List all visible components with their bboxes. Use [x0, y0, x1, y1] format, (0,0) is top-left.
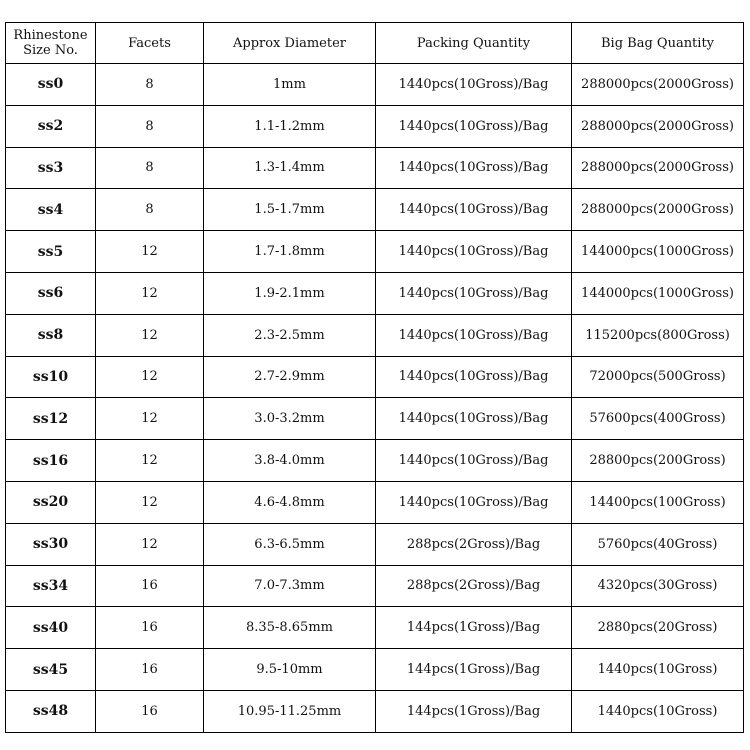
cell-big-bag-quantity: 288000pcs(2000Gross) [572, 147, 744, 189]
cell-packing-quantity: 1440pcs(10Gross)/Bag [376, 189, 572, 231]
table-row [6, 607, 744, 649]
cell-size-no: ss4 [6, 189, 96, 231]
header-approx-diameter: Approx Diameter [204, 23, 376, 64]
table-row [6, 398, 744, 440]
cell-approx-diameter: 2.3-2.5mm [204, 314, 376, 356]
cell-big-bag-quantity: 14400pcs(100Gross) [572, 481, 744, 523]
cell-packing-quantity: 288pcs(2Gross)/Bag [376, 523, 572, 565]
cell-facets: 8 [96, 147, 204, 189]
cell-approx-diameter: 7.0-7.3mm [204, 565, 376, 607]
cell-big-bag-quantity: 288000pcs(2000Gross) [572, 64, 744, 106]
cell-packing-quantity: 1440pcs(10Gross)/Bag [376, 147, 572, 189]
header-facets: Facets [96, 23, 204, 64]
cell-packing-quantity: 1440pcs(10Gross)/Bag [376, 356, 572, 398]
table-row [6, 147, 744, 189]
cell-big-bag-quantity: 288000pcs(2000Gross) [572, 189, 744, 231]
cell-big-bag-quantity: 144000pcs(1000Gross) [572, 231, 744, 273]
cell-size-no: ss0 [6, 64, 96, 106]
cell-packing-quantity: 1440pcs(10Gross)/Bag [376, 231, 572, 273]
cell-facets: 8 [96, 189, 204, 231]
cell-big-bag-quantity: 4320pcs(30Gross) [572, 565, 744, 607]
cell-size-no: ss34 [6, 565, 96, 607]
cell-approx-diameter: 1.9-2.1mm [204, 272, 376, 314]
rhinestone-size-table [5, 22, 744, 733]
table-row [6, 189, 744, 231]
cell-packing-quantity: 1440pcs(10Gross)/Bag [376, 440, 572, 482]
cell-facets: 12 [96, 481, 204, 523]
table-row [6, 649, 744, 691]
cell-facets: 12 [96, 356, 204, 398]
cell-size-no: ss2 [6, 105, 96, 147]
table-row [6, 481, 744, 523]
header-size-no: Rhinestone Size No. [6, 23, 96, 64]
table-body [6, 64, 744, 733]
cell-approx-diameter: 3.0-3.2mm [204, 398, 376, 440]
cell-big-bag-quantity: 1440pcs(10Gross) [572, 690, 744, 732]
cell-packing-quantity: 144pcs(1Gross)/Bag [376, 649, 572, 691]
cell-packing-quantity: 1440pcs(10Gross)/Bag [376, 314, 572, 356]
cell-facets: 16 [96, 607, 204, 649]
cell-big-bag-quantity: 1440pcs(10Gross) [572, 649, 744, 691]
cell-packing-quantity: 1440pcs(10Gross)/Bag [376, 481, 572, 523]
table-row [6, 314, 744, 356]
cell-facets: 8 [96, 64, 204, 106]
cell-size-no: ss3 [6, 147, 96, 189]
cell-facets: 16 [96, 565, 204, 607]
cell-size-no: ss20 [6, 481, 96, 523]
cell-facets: 8 [96, 105, 204, 147]
cell-big-bag-quantity: 144000pcs(1000Gross) [572, 272, 744, 314]
cell-approx-diameter: 1.3-1.4mm [204, 147, 376, 189]
table-row [6, 105, 744, 147]
cell-approx-diameter: 1.5-1.7mm [204, 189, 376, 231]
cell-approx-diameter: 8.35-8.65mm [204, 607, 376, 649]
table-row [6, 440, 744, 482]
cell-approx-diameter: 4.6-4.8mm [204, 481, 376, 523]
cell-size-no: ss16 [6, 440, 96, 482]
cell-size-no: ss40 [6, 607, 96, 649]
table-row [6, 64, 744, 106]
cell-facets: 12 [96, 272, 204, 314]
cell-big-bag-quantity: 57600pcs(400Gross) [572, 398, 744, 440]
cell-approx-diameter: 1mm [204, 64, 376, 106]
table-row [6, 272, 744, 314]
cell-big-bag-quantity: 288000pcs(2000Gross) [572, 105, 744, 147]
cell-approx-diameter: 2.7-2.9mm [204, 356, 376, 398]
cell-big-bag-quantity: 2880pcs(20Gross) [572, 607, 744, 649]
cell-facets: 12 [96, 314, 204, 356]
table-row [6, 356, 744, 398]
table-row [6, 690, 744, 732]
cell-facets: 16 [96, 649, 204, 691]
cell-big-bag-quantity: 5760pcs(40Gross) [572, 523, 744, 565]
cell-approx-diameter: 1.7-1.8mm [204, 231, 376, 273]
table-row [6, 565, 744, 607]
cell-size-no: ss6 [6, 272, 96, 314]
cell-facets: 12 [96, 398, 204, 440]
table-header-row [6, 23, 744, 64]
cell-packing-quantity: 144pcs(1Gross)/Bag [376, 690, 572, 732]
cell-size-no: ss5 [6, 231, 96, 273]
header-packing-quantity: Packing Quantity [376, 23, 572, 64]
cell-big-bag-quantity: 72000pcs(500Gross) [572, 356, 744, 398]
cell-size-no: ss30 [6, 523, 96, 565]
cell-packing-quantity: 1440pcs(10Gross)/Bag [376, 105, 572, 147]
cell-approx-diameter: 6.3-6.5mm [204, 523, 376, 565]
cell-size-no: ss12 [6, 398, 96, 440]
cell-packing-quantity: 288pcs(2Gross)/Bag [376, 565, 572, 607]
cell-facets: 12 [96, 440, 204, 482]
cell-size-no: ss8 [6, 314, 96, 356]
cell-facets: 12 [96, 523, 204, 565]
table-row [6, 523, 744, 565]
cell-packing-quantity: 1440pcs(10Gross)/Bag [376, 398, 572, 440]
cell-facets: 16 [96, 690, 204, 732]
cell-size-no: ss10 [6, 356, 96, 398]
cell-size-no: ss48 [6, 690, 96, 732]
cell-approx-diameter: 10.95-11.25mm [204, 690, 376, 732]
cell-packing-quantity: 144pcs(1Gross)/Bag [376, 607, 572, 649]
cell-approx-diameter: 1.1-1.2mm [204, 105, 376, 147]
cell-packing-quantity: 1440pcs(10Gross)/Bag [376, 64, 572, 106]
cell-big-bag-quantity: 28800pcs(200Gross) [572, 440, 744, 482]
cell-facets: 12 [96, 231, 204, 273]
cell-big-bag-quantity: 115200pcs(800Gross) [572, 314, 744, 356]
cell-packing-quantity: 1440pcs(10Gross)/Bag [376, 272, 572, 314]
table-row [6, 231, 744, 273]
header-big-bag-quantity: Big Bag Quantity [572, 23, 744, 64]
cell-size-no: ss45 [6, 649, 96, 691]
cell-approx-diameter: 9.5-10mm [204, 649, 376, 691]
cell-approx-diameter: 3.8-4.0mm [204, 440, 376, 482]
